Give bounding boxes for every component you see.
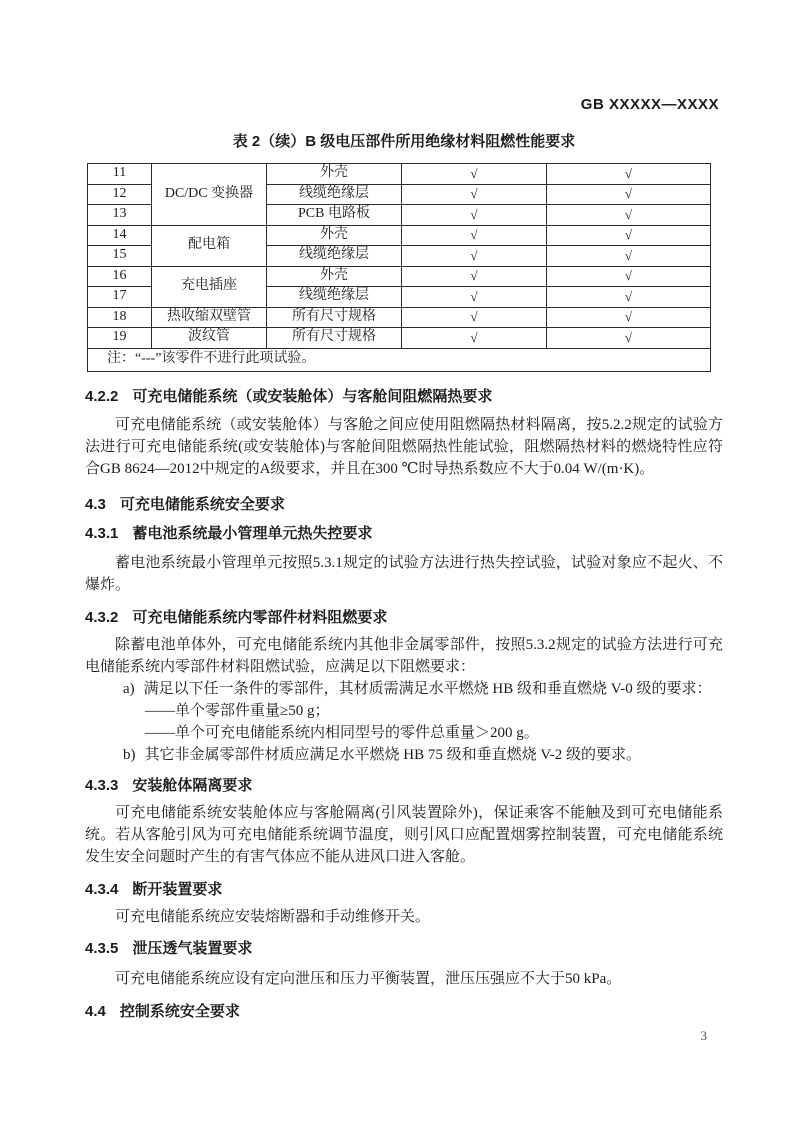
table-row xyxy=(88,328,711,349)
list-item-text: 满足以下任一条件的零部件，其材质需满足水平燃烧 HB 级和垂直燃烧 V-0 级的要求： xyxy=(143,680,712,697)
section-title: 可充电储能系统内零部件材料阻燃要求 xyxy=(132,608,388,626)
section-heading-4-4 xyxy=(85,1002,723,1022)
section-number: 4.3.3 xyxy=(85,776,119,794)
check-mark: √ xyxy=(547,205,711,226)
section-body-4-3-5: 可充电储能系统应设有定向泄压和压力平衡装置，泄压压强应不大于50 kPa。 xyxy=(115,970,622,987)
section-title: 安装舱体隔离要求 xyxy=(132,776,253,794)
list-subitem-1: ——单个零部件重量≥50 g； xyxy=(145,702,330,719)
check-mark: √ xyxy=(402,328,547,349)
check-mark: √ xyxy=(547,184,711,205)
list-marker: a) xyxy=(123,680,135,697)
check-mark: √ xyxy=(402,184,547,205)
section-heading-4-3-4 xyxy=(85,880,723,900)
part-name: 所有尺寸规格 xyxy=(267,307,402,328)
section-number: 4.4 xyxy=(85,1002,106,1020)
row-no: 11 xyxy=(88,164,152,185)
row-no: 12 xyxy=(88,184,152,205)
requirements-table xyxy=(87,163,711,372)
list-item-a xyxy=(85,678,723,700)
table-note: 注：“---”该零件不进行此项试验。 xyxy=(88,348,711,371)
check-mark: √ xyxy=(547,266,711,287)
row-no: 13 xyxy=(88,205,152,226)
section-number: 4.2.2 xyxy=(85,387,119,405)
section-body-4-2-2: 可充电储能系统（或安装舱体）与客舱之间应使用阻燃隔热材料隔离，按5.2.2规定的试验方法进行可充电储能系统(或安装舱体)与客舱间阻燃隔热性能试验，阻燃隔热材料的燃烧特性应符合GB 8624—2012中规定的A级要求，并且在300 ℃时导热系数应不大于0.04 W/(m·K)。 xyxy=(85,416,723,477)
row-no: 16 xyxy=(88,266,152,287)
section-number: 4.3.2 xyxy=(85,608,119,626)
component-name: 热收缩双壁管 xyxy=(152,307,267,328)
check-mark: √ xyxy=(547,287,711,308)
section-heading-4-3-2 xyxy=(85,608,723,628)
part-name: PCB 电路板 xyxy=(267,205,402,226)
table-note-row xyxy=(88,348,711,371)
part-name: 线缆绝缘层 xyxy=(267,246,402,267)
check-mark: √ xyxy=(547,164,711,185)
component-name: 配电箱 xyxy=(152,225,267,266)
component-name: 波纹管 xyxy=(152,328,267,349)
list-subitem-2: ——单个可充电储能系统内相同型号的零件总重量＞200 g。 xyxy=(145,724,539,741)
section-title: 控制系统安全要求 xyxy=(119,1002,240,1020)
check-mark: √ xyxy=(402,287,547,308)
doc-code: GB XXXXX—XXXX xyxy=(580,96,719,113)
check-mark: √ xyxy=(547,307,711,328)
section-number: 4.3.1 xyxy=(85,524,119,542)
section-title: 可充电储能系统安全要求 xyxy=(119,495,285,513)
check-mark: √ xyxy=(402,205,547,226)
section-heading-4-2-2 xyxy=(85,387,723,407)
table-row xyxy=(88,307,711,328)
part-name: 线缆绝缘层 xyxy=(267,184,402,205)
list-marker: b) xyxy=(123,746,136,763)
part-name: 外壳 xyxy=(267,225,402,246)
section-heading-4-3 xyxy=(85,495,723,515)
check-mark: √ xyxy=(547,246,711,267)
section-title: 蓄电池系统最小管理单元热失控要求 xyxy=(132,524,373,542)
list-item-text: 其它非金属零部件材质应满足水平燃烧 HB 75 级和垂直燃烧 V-2 级的要求。 xyxy=(144,746,642,763)
row-no: 17 xyxy=(88,287,152,308)
table-row xyxy=(88,164,711,185)
check-mark: √ xyxy=(547,225,711,246)
section-body-4-3-1: 蓄电池系统最小管理单元按照5.3.1规定的试验方法进行热失控试验，试验对象应不起火、不爆炸。 xyxy=(85,554,723,593)
section-title: 泄压透气装置要求 xyxy=(132,939,253,957)
check-mark: √ xyxy=(402,307,547,328)
table-row xyxy=(88,266,711,287)
row-no: 14 xyxy=(88,225,152,246)
check-mark: √ xyxy=(402,246,547,267)
check-mark: √ xyxy=(547,328,711,349)
page-content xyxy=(0,96,793,1022)
section-title: 可充电储能系统（或安装舱体）与客舱间阻燃隔热要求 xyxy=(132,387,493,405)
section-heading-4-3-5 xyxy=(85,939,723,959)
check-mark: √ xyxy=(402,225,547,246)
row-no: 15 xyxy=(88,246,152,267)
part-name: 外壳 xyxy=(267,266,402,287)
component-name: 充电插座 xyxy=(152,266,267,307)
section-body-4-3-2: 除蓄电池单体外，可充电储能系统内其他非金属零部件，按照5.3.2规定的试验方法进行可充电储能系统内零部件材料阻燃试验，应满足以下阻燃要求： xyxy=(85,636,723,675)
check-mark: √ xyxy=(402,266,547,287)
part-name: 线缆绝缘层 xyxy=(267,287,402,308)
part-name: 所有尺寸规格 xyxy=(267,328,402,349)
row-no: 19 xyxy=(88,328,152,349)
section-title: 断开装置要求 xyxy=(132,880,223,898)
section-heading-4-3-3 xyxy=(85,776,723,796)
check-mark: √ xyxy=(402,164,547,185)
list-item-b xyxy=(85,744,723,766)
section-body-4-3-4: 可充电储能系统应安装熔断器和手动维修开关。 xyxy=(115,908,431,925)
table-row xyxy=(88,225,711,246)
part-name: 外壳 xyxy=(267,164,402,185)
section-body-4-3-3: 可充电储能系统安装舱体应与客舱隔离(引风装置除外)，保证乘客不能触及到可充电储能系统。若从客舱引风为可充电储能系统调节温度，则引风口应配置烟雾控制装置，可充电储能系统发生安全问题时产生的有害气体应不能从进风口进入客舱。 xyxy=(85,804,723,865)
section-number: 4.3.5 xyxy=(85,939,119,957)
component-name: DC/DC 变换器 xyxy=(152,164,267,226)
section-number: 4.3.4 xyxy=(85,880,119,898)
section-number: 4.3 xyxy=(85,495,106,513)
section-heading-4-3-1 xyxy=(85,524,723,544)
row-no: 18 xyxy=(88,307,152,328)
table-title: 表 2（续）B 级电压部件所用绝缘材料阻燃性能要求 xyxy=(232,133,576,150)
page-number: 3 xyxy=(700,1028,707,1043)
